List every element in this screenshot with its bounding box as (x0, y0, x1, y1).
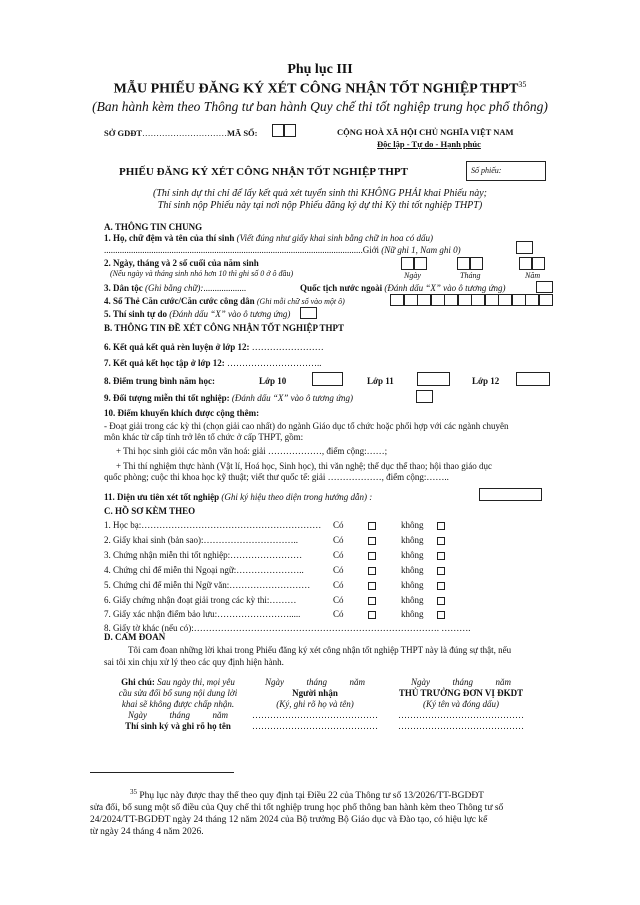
q9-note: (Đánh dấu “X” vào ô tương ứng) (231, 393, 354, 403)
id-digit-box[interactable] (444, 294, 458, 306)
q10-label: 10. Điểm khuyến khích được cộng thêm: (104, 408, 260, 418)
yes-checkbox[interactable] (368, 552, 376, 560)
grade11-label: Lớp 11 (367, 376, 394, 386)
yes-label: Có (333, 550, 344, 560)
receiver-note: (Ký, ghi rõ họ và tên) (276, 699, 354, 709)
month-box-2[interactable] (470, 257, 483, 270)
no-checkbox[interactable] (437, 611, 445, 619)
footnote-line-4: từ ngày 24 tháng 4 năm 2026. (90, 827, 204, 838)
document-item-label: 8. Giấy tờ khác (nếu có):………………………………………………………………………. ………. (104, 623, 471, 633)
q4-text: 4. Số Thẻ Căn cước/Căn cước công dân (104, 296, 255, 306)
q8-label: 8. Điểm trung bình năm học: (104, 376, 216, 386)
footnote-ref: 35 (518, 80, 527, 89)
no-checkbox[interactable] (437, 582, 445, 590)
id-digit-box[interactable] (525, 294, 539, 306)
issuance-subtitle: (Ban hành kèm theo Thông tư ban hành Quy chế thi tốt nghiệp trung học phổ thông) (92, 99, 548, 114)
q10-text-1: - Đoạt giải trong các kỳ thi (chọn giải cao nhất) do ngành Giáo dục tổ chức hoặc phối hợp với các ngành chuyên (104, 421, 509, 431)
priority-box[interactable] (479, 488, 542, 501)
no-label: không (401, 520, 424, 530)
head-date: Ngày tháng năm (411, 677, 511, 687)
id-digit-box[interactable] (431, 294, 445, 306)
q10-item-2a: + Thi thí nghiệm thực hành (Vật lí, Hoá học, Sinh học), thi văn nghệ; thể dục thể thao; hội thao giáo dục (116, 461, 492, 471)
q10-text-2: môn khác từ cấp tỉnh trở lên tổ chức ở cấp THPT, gồm: (104, 432, 304, 442)
yes-checkbox[interactable] (368, 567, 376, 575)
grade12-box[interactable] (516, 372, 550, 386)
q11-note: (Ghi ký hiệu theo diện trong hướng dẫn) : (221, 492, 373, 502)
main-title-text: MẪU PHIẾU ĐĂNG KÝ XÉT CÔNG NHẬN TỐT NGHIỆP THPT (113, 81, 519, 97)
q3-note: (Ghi bằng chữ): (145, 283, 204, 293)
q1-label (104, 233, 433, 243)
month-label: Tháng (460, 271, 481, 280)
no-checkbox[interactable] (437, 552, 445, 560)
exemption-box[interactable] (416, 390, 433, 403)
q11-label (104, 492, 372, 502)
appendix-label: Phụ lục III (287, 62, 353, 77)
q7-text: 7. Kết quả kết học tập ở lớp 12: (104, 358, 225, 368)
form-main-title (0, 80, 640, 98)
note-line-1: Sau ngày thi, mọi yêu (157, 677, 235, 687)
form-number-box[interactable] (466, 161, 546, 181)
id-digit-box[interactable] (417, 294, 431, 306)
note-label: Ghi chú: (121, 677, 155, 687)
footnote-divider (90, 772, 234, 773)
no-label: không (401, 595, 424, 605)
id-digit-box[interactable] (458, 294, 472, 306)
so-gddt-text: SỞ GDĐT (104, 128, 143, 138)
department-label (104, 128, 258, 138)
yes-label: Có (333, 595, 344, 605)
form-number-label: Số phiếu: (471, 166, 502, 175)
q5-text: 5. Thí sinh tự do (104, 309, 168, 319)
day-box-1[interactable] (401, 257, 414, 270)
year-label: Năm (525, 271, 541, 280)
q6-label[interactable] (104, 342, 324, 352)
form-note-1: (Thí sinh dự thi chỉ để lấy kết quả xét tuyển sinh thì KHÔNG PHẢI khai Phiếu này; (153, 188, 487, 199)
gender-box[interactable] (516, 241, 533, 254)
receiver-label: Người nhận (292, 688, 338, 698)
footnote-line-1: Phụ lục này được thay thế theo quy định tại Điều 22 của Thông tư số 13/2026/TT-BGDĐT (139, 791, 484, 802)
q1-name-line[interactable] (104, 245, 461, 255)
head-block (386, 677, 536, 732)
head-dots-2[interactable]: …………………………………… (398, 721, 524, 731)
receiver-dots-2[interactable]: …………………………………… (252, 721, 378, 731)
q10-item-2b[interactable]: quốc phòng; cuộc thi khoa học kỹ thuật; viết thư quốc tế: giải ………………, điểm cộng:…….. (104, 472, 449, 482)
footnote-block (90, 786, 552, 838)
form-note-2: Thí sinh nộp Phiếu này tại nơi nộp Phiếu đăng ký dự thi Kỳ thi tốt nghiệp THPT) (157, 200, 483, 211)
yes-label: Có (333, 520, 344, 530)
so-gddt-dots: ………………………… (142, 128, 228, 138)
no-label: không (401, 609, 424, 619)
yes-checkbox[interactable] (368, 537, 376, 545)
no-checkbox[interactable] (437, 597, 445, 605)
ma-so-label: MÃ SỐ: (227, 128, 258, 138)
no-checkbox[interactable] (437, 567, 445, 575)
grade12-label: Lớp 12 (472, 376, 500, 386)
head-dots-1[interactable]: …………………………………… (398, 710, 524, 720)
yes-checkbox[interactable] (368, 522, 376, 530)
no-label: không (401, 535, 424, 545)
q7-label[interactable] (104, 358, 321, 368)
q3-dots: ................... (203, 283, 247, 293)
nationality-note: (Đánh dấu “X” vào ô tương ứng) (384, 283, 506, 293)
head-label: THỦ TRƯỞNG ĐƠN VỊ ĐKDT (398, 688, 524, 698)
q6-dots: …………………… (251, 342, 324, 352)
ma-so-box-1[interactable] (272, 124, 284, 137)
q1-note: (Viết đúng như giấy khai sinh bằng chữ in hoa có dấu) (236, 233, 434, 243)
yes-checkbox[interactable] (368, 597, 376, 605)
no-checkbox[interactable] (437, 522, 445, 530)
q11-text: 11. Diện ưu tiên xét tốt nghiệp (104, 492, 220, 502)
commitment-text-2: sai tôi xin chịu xử lý theo các quy định hiện hành. (104, 657, 284, 667)
footnote-line-2: sửa đổi, bổ sung một số điều của Quy chế thi tốt nghiệp trung học phổ thông ban hành kèm theo Thông tư số (90, 803, 504, 814)
ma-so-box-2[interactable] (284, 124, 296, 137)
q9-label (104, 393, 353, 403)
head-note: (Ký tên và đóng dấu) (423, 699, 499, 709)
document-item-label: 2. Giấy khai sinh (bản sao):………………………….. (104, 535, 298, 545)
section-b-heading: B. THÔNG TIN ĐỀ XÉT CÔNG NHẬN TỐT NGHIỆP THPT (104, 323, 345, 333)
footnote-line-3: 24/2024/TT-BGDĐT ngày 24 tháng 12 năm 2024 của Bộ trưởng Bộ Giáo dục và Đào tạo, có hiệu lực kể (90, 815, 488, 826)
document-item-label: 3. Chứng nhận miễn thi tốt nghiệp:…………………… (104, 550, 303, 560)
no-label: không (401, 550, 424, 560)
nationality-label (300, 283, 506, 293)
q2-label: 2. Ngày, tháng và 2 số cuối của năm sinh (104, 258, 259, 268)
nationality-box[interactable] (536, 281, 553, 293)
q1-dots: ...................................................................................................................Giới (104, 245, 380, 255)
no-label: không (401, 580, 424, 590)
q9-text: 9. Đối tượng miễn thi tốt nghiệp: (104, 393, 230, 403)
document-item-label: 5. Chứng chỉ để miễn thi Ngữ văn:……………………… (104, 580, 311, 590)
grade10-box[interactable] (312, 372, 343, 386)
grade10-label: Lớp 10 (259, 376, 287, 386)
q2-note: (Nếu ngày và tháng sinh nhỏ hơn 10 thì ghi số 0 ở ô đầu) (110, 269, 294, 278)
yes-label: Có (333, 565, 344, 575)
note-block (103, 677, 253, 732)
q3-text: 3. Dân tộc (104, 283, 143, 293)
grade11-box[interactable] (417, 372, 450, 386)
national-motto: Độc lập - Tự do - Hạnh phúc (377, 139, 481, 149)
q4-label (104, 296, 345, 306)
day-label: Ngày (404, 271, 421, 280)
footnote-number: 35 (130, 788, 137, 796)
id-digit-box[interactable] (485, 294, 499, 306)
no-label: không (401, 565, 424, 575)
year-box-2[interactable] (532, 257, 545, 270)
note-line-3: khai sẽ không được chấp nhận. (121, 699, 235, 709)
document-item-label: 7. Giấy xác nhận điểm bảo lưu:……………………..... (104, 609, 301, 619)
day-box-2[interactable] (414, 257, 427, 270)
document-item-label: 6. Giấy chứng nhận đoạt giải trong các kỳ thi:……… (104, 595, 297, 605)
receiver-block (240, 677, 390, 732)
q6-text: 6. Kết quả kết quả rèn luyện ở lớp 12: (104, 342, 250, 352)
yes-checkbox[interactable] (368, 611, 376, 619)
nationality-text: Quốc tịch nước ngoài (300, 283, 383, 293)
yes-label: Có (333, 609, 344, 619)
id-digit-box[interactable] (498, 294, 512, 306)
id-digit-box[interactable] (512, 294, 526, 306)
id-digit-box[interactable] (390, 294, 404, 306)
q5-label (104, 309, 290, 319)
receiver-dots-1[interactable]: …………………………………… (252, 710, 378, 720)
candidate-date: Ngày tháng năm (128, 710, 228, 720)
q1-text: 1. Họ, chữ đệm và tên của thí sinh (104, 233, 235, 243)
id-digit-box[interactable] (539, 294, 553, 306)
note-line-2: cầu sửa đổi bổ sung nội dung lời (118, 688, 238, 698)
q4-note: (Ghi mỗi chữ số vào một ô) (256, 297, 345, 306)
yes-label: Có (333, 535, 344, 545)
document-item-label: 1. Học bạ:…………………………………………………… (104, 520, 322, 530)
month-box-1[interactable] (457, 257, 470, 270)
year-box-1[interactable] (519, 257, 532, 270)
form-title: PHIẾU ĐĂNG KÝ XÉT CÔNG NHẬN TỐT NGHIỆP THPT (119, 166, 408, 178)
candidate-signature-label: Thí sinh ký và ghi rõ họ tên (125, 721, 231, 731)
q3-label (104, 283, 246, 293)
section-c-heading: C. HỒ SƠ KÈM THEO (104, 506, 196, 516)
yes-checkbox[interactable] (368, 582, 376, 590)
id-digit-box[interactable] (471, 294, 485, 306)
q10-item-1[interactable]: + Thi học sinh giỏi các môn văn hoá: giải ………………, điểm cộng:……; (116, 446, 388, 456)
document-item-label: 4. Chứng chỉ để miễn thi Ngoại ngữ:………………….. (104, 565, 304, 575)
yes-label: Có (333, 580, 344, 590)
section-a-heading: A. THÔNG TIN CHUNG (104, 222, 203, 232)
commitment-text-1: Tôi cam đoan những lời khai trong Phiếu đăng ký xét công nhận tốt nghiệp THPT này là đúng sự thật, nếu (128, 645, 512, 655)
receiver-date: Ngày tháng năm (265, 677, 365, 687)
nation-name: CỘNG HOÀ XÃ HỘI CHỦ NGHĨA VIỆT NAM (337, 127, 514, 137)
id-digit-box[interactable] (404, 294, 418, 306)
q7-dots: ………………………….. (226, 358, 322, 368)
section-d-heading: D. CAM ĐOAN (104, 632, 166, 642)
gender-note: (Nữ ghi 1, Nam ghi 0) (381, 245, 461, 255)
q5-note: (Đánh dấu “X” vào ô tương ứng) (169, 309, 291, 319)
free-candidate-box[interactable] (300, 307, 317, 319)
no-checkbox[interactable] (437, 537, 445, 545)
